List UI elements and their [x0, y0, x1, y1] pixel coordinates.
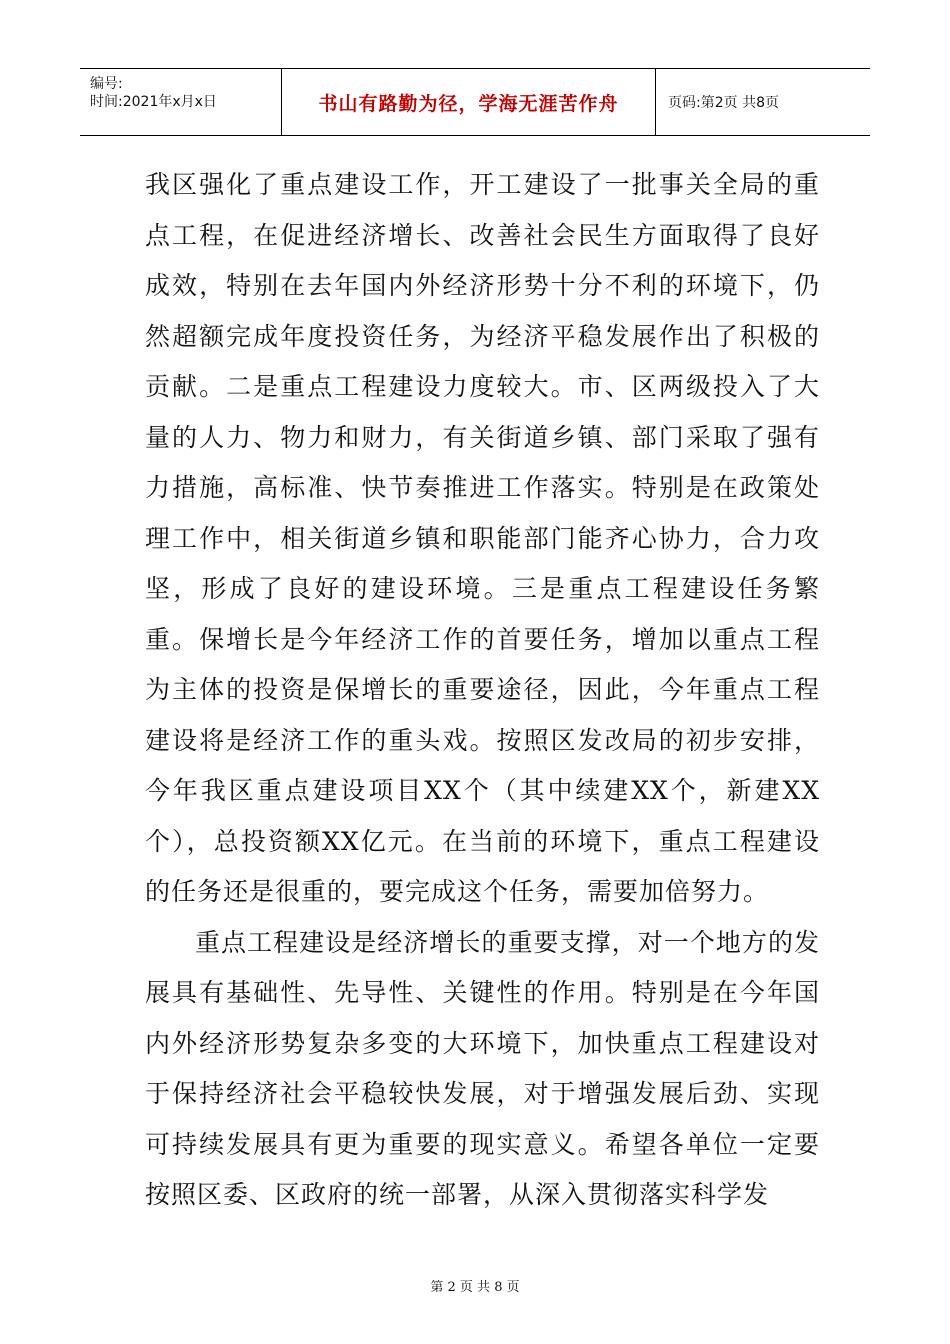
header-meta [80, 69, 282, 135]
document-header [80, 68, 870, 136]
document-number-label: 编号: [90, 76, 123, 92]
page-footer: 第 2 页 共 8 页 [430, 1280, 520, 1295]
document-time-label: 时间:2021年x月x日 [90, 94, 217, 110]
header-motto-cell [282, 69, 656, 135]
body-paragraph-1: 我区强化了重点建设工作，开工建设了一批事关全局的重点工程，在促进经济增长、改善社会民生方面取得了良好成效，特别在去年国内外经济形势十分不利的环境下，仍然超额完成年度投资任务，为经济平稳发展作出了积极的贡献。二是重点工程建设力度较大。市、区两级投入了大量的人力、物力和财力，有关街道乡镇、部门采取了强有力措施，高标准、快节奏推进工作落实。特别是在政策处理工作中，相关街道乡镇和职能部门能齐心协力，合力攻坚，形成了良好的建设环境。三是重点工程建设任务繁重。保增长是今年经济工作的首要任务，增加以重点工程为主体的投资是保增长的重要途径，因此，今年重点工程建设将是经济工作的重头戏。按照区发改局的初步安排，今年我区重点建设项目XX个（其中续建XX个，新建XX个），总投资额XX亿元。在当前的环境下，重点工程建设的任务还是很重的，要完成这个任务，需要加倍努力。 [145, 170, 820, 906]
header-page-info-cell [656, 69, 870, 135]
header-page-info: 页码:第2页 共8页 [668, 95, 779, 111]
body-paragraph-2: 重点工程建设是经济增长的重要支撑，对一个地方的发展具有基础性、先导性、关键性的作用。特别是在今年国内外经济形势复杂多变的大环境下，加快重点工程建设对于保持经济社会平稳较快发展，对于增强发展后劲、实现可持续发展具有更为重要的现实意义。希望各单位一定要按照区委、区政府的统一部署，从深入贯彻落实科学发 [145, 927, 820, 1209]
document-body [145, 160, 820, 1221]
header-motto: 书山有路勤为径，学海无涯苦作舟 [318, 92, 619, 115]
